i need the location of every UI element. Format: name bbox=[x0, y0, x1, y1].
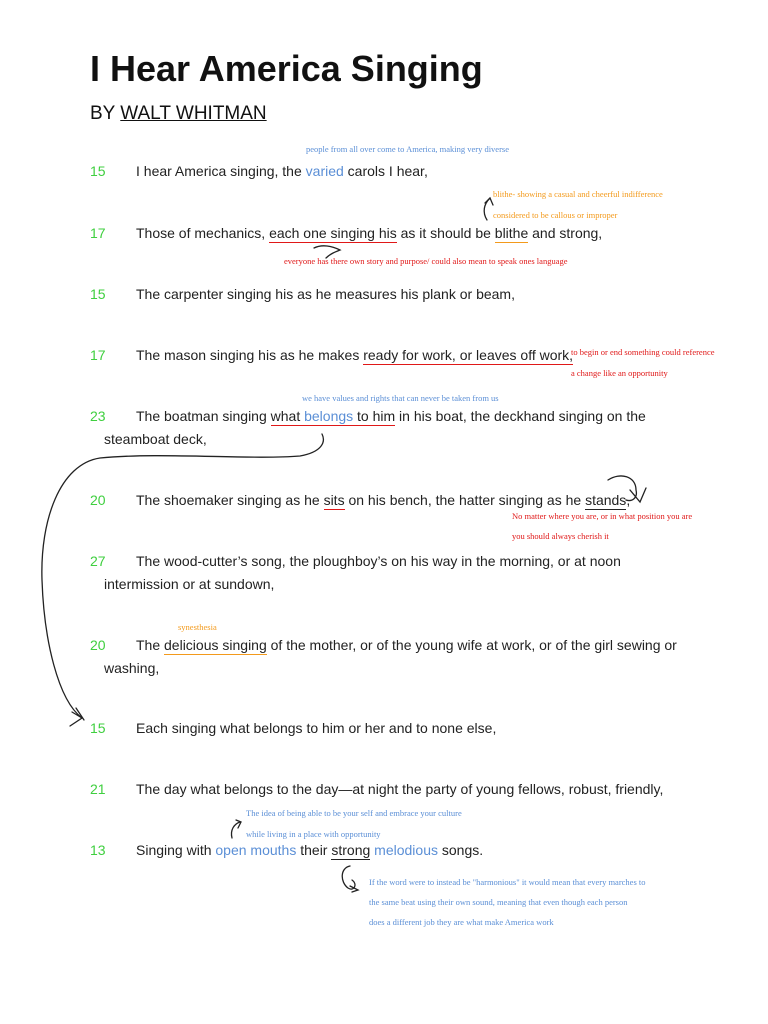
line-text: I hear America singing, the bbox=[136, 163, 306, 179]
byline bbox=[90, 103, 267, 125]
line-number: 15 bbox=[90, 286, 106, 302]
line-text: Those of mechanics, bbox=[136, 225, 270, 241]
line-text: what bbox=[270, 408, 305, 424]
annotation-be-yourself: The idea of being able to be your self and embrace your culture bbox=[246, 808, 462, 818]
line-number: 17 bbox=[90, 225, 106, 241]
poem-line bbox=[136, 408, 646, 424]
line-text: to him bbox=[353, 408, 396, 424]
poem-line: The day what belongs to the day—at night the party of young fellows, robust, friendly, bbox=[136, 781, 664, 797]
underlined-strong: strong bbox=[331, 842, 371, 858]
annotation-be-yourself-2: while living in a place with opportunity bbox=[246, 829, 381, 839]
author-name: WALT WHITMAN bbox=[120, 103, 267, 124]
line-number: 20 bbox=[90, 492, 106, 508]
poem-line bbox=[136, 163, 428, 179]
underlined-ready-for-work: ready for work, or leaves off work, bbox=[363, 347, 574, 363]
poem-line bbox=[136, 842, 483, 858]
highlight-varied: varied bbox=[305, 163, 344, 179]
arrow-harmonious-icon bbox=[342, 866, 355, 889]
annotation-begin-end: to begin or end something could reference bbox=[571, 347, 715, 357]
poem-line bbox=[136, 637, 677, 653]
page-title: I Hear America Singing bbox=[90, 48, 483, 89]
annotation-blithe-definition-2: considered to be callous or improper bbox=[493, 210, 618, 220]
line-number: 15 bbox=[90, 720, 106, 736]
annotation-diverse: people from all over come to America, making very diverse bbox=[306, 144, 509, 154]
line-text: , bbox=[626, 492, 631, 508]
poem-line bbox=[136, 492, 630, 508]
annotation-own-story: everyone has there own story and purpose/ could also mean to speak ones language bbox=[284, 256, 568, 266]
line-text: The shoemaker singing as he bbox=[136, 492, 324, 508]
poem-line: The carpenter singing his as he measures his plank or beam, bbox=[136, 286, 515, 302]
poem-line bbox=[136, 347, 573, 363]
line-text: The bbox=[136, 637, 165, 653]
poem-line: The wood-cutter’s song, the ploughboy’s on his way in the morning, or at noon bbox=[136, 553, 621, 569]
annotation-harmonious: If the word were to instead be "harmonious" it would mean that every marches to bbox=[369, 877, 646, 887]
line-number: 21 bbox=[90, 781, 106, 797]
line-text: in his boat, the deckhand singing on the bbox=[395, 408, 646, 424]
poem-line-continued: steamboat deck, bbox=[104, 431, 207, 447]
underlined-phrase: each one singing his bbox=[269, 225, 397, 241]
underlined-sits: sits bbox=[323, 492, 345, 508]
line-text: Singing with bbox=[136, 842, 216, 858]
line-text: carols I hear, bbox=[343, 163, 428, 179]
underlined-blithe: blithe bbox=[494, 225, 529, 241]
highlight-belongs: belongs bbox=[304, 408, 354, 424]
underlined-delicious-singing: delicious singing bbox=[164, 637, 267, 653]
line-text: on his bench, the hatter singing as he bbox=[344, 492, 586, 508]
line-text: and strong, bbox=[528, 225, 603, 241]
byline-prefix: BY bbox=[90, 103, 121, 124]
poem-line-continued: washing, bbox=[104, 660, 160, 676]
highlight-open-mouths: open mouths bbox=[215, 842, 297, 858]
line-number: 27 bbox=[90, 553, 106, 569]
underlined-stands: stands bbox=[585, 492, 627, 508]
line-text: The boatman singing bbox=[136, 408, 271, 424]
line-number: 23 bbox=[90, 408, 106, 424]
annotation-synesthesia: synesthesia bbox=[178, 622, 217, 632]
annotation-begin-end-2: a change like an opportunity bbox=[571, 368, 668, 378]
annotation-values-rights: we have values and rights that can never be taken from us bbox=[302, 393, 499, 403]
line-text: The mason singing his as he makes bbox=[136, 347, 364, 363]
line-text: songs. bbox=[438, 842, 484, 858]
line-text: as it should be bbox=[396, 225, 495, 241]
line-number: 17 bbox=[90, 347, 106, 363]
annotation-blithe-definition: blithe- showing a casual and cheerful indifference bbox=[493, 189, 663, 199]
poem-line bbox=[136, 225, 602, 241]
annotation-harmonious-3: does a different job they are what make America work bbox=[369, 917, 554, 927]
arrow-blithe-icon bbox=[484, 198, 490, 220]
line-number: 15 bbox=[90, 163, 106, 179]
underlined-what-belongs bbox=[271, 408, 396, 426]
poem-line-continued: intermission or at sundown, bbox=[104, 576, 275, 592]
annotation-harmonious-2: the same beat using their own sound, meaning that even though each person bbox=[369, 897, 628, 907]
annotation-no-matter-where-2: you should always cherish it bbox=[512, 531, 609, 541]
line-number: 20 bbox=[90, 637, 106, 653]
annotation-no-matter-where: No matter where you are, or in what position you are bbox=[512, 511, 693, 521]
line-text: their bbox=[296, 842, 332, 858]
highlight-melodious: melodious bbox=[374, 842, 438, 858]
line-text: of the mother, or of the young wife at work, or of the girl sewing or bbox=[266, 637, 677, 653]
poem-line: Each singing what belongs to him or her and to none else, bbox=[136, 720, 497, 736]
arrow-be-yourself-icon bbox=[231, 822, 240, 838]
line-number: 13 bbox=[90, 842, 106, 858]
